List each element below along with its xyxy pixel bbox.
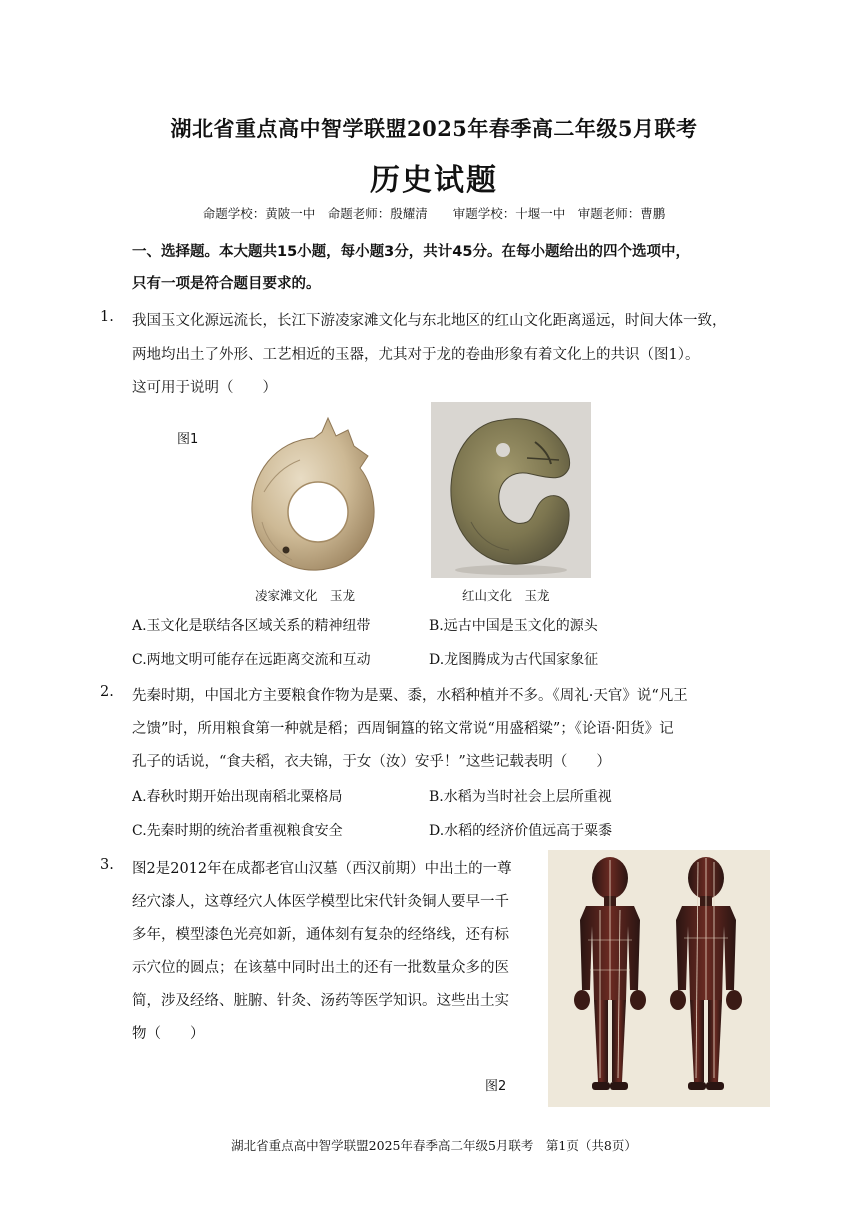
q3-line-5: 简，涉及经络、脏腑、针灸、汤药等医学知识。这些出土实 <box>132 993 509 1009</box>
q1-line-3: 这可用于说明（ ） <box>132 380 277 396</box>
q2-option-b: B.水稻为当时社会上层所重视 <box>429 789 612 805</box>
q1-line-1: 我国玉文化源远流长，长江下游凌家滩文化与东北地区的红山文化距离遥远，时间大体一致， <box>132 313 727 329</box>
exam-title: 湖北省重点高中智学联盟2025年春季高二年级5月联考 <box>170 116 698 141</box>
section-heading-line2: 只有一项是符合题目要求的。 <box>132 276 321 292</box>
q2-line-3: 孔子的话说，“食夫稻，衣夫锦，于女（汝）安乎！”这些记载表明（ ） <box>132 754 611 770</box>
page-footer: 湖北省重点高中智学联盟2025年春季高二年级5月联考 第1页（共8页） <box>231 1138 637 1153</box>
q3-number: 3. <box>100 857 114 873</box>
q1-option-b: B.远古中国是玉文化的源头 <box>429 618 598 634</box>
hongshan-jade-dragon-image <box>431 402 591 578</box>
q2-line-1: 先秦时期，中国北方主要粮食作物为是粟、黍，水稻种植并不多。《周礼·天官》说“凡王 <box>132 688 688 704</box>
q2-option-c: C.先秦时期的统治者重视粮食安全 <box>132 823 343 839</box>
q1-option-a: A.玉文化是联结各区域关系的精神纽带 <box>132 618 371 634</box>
q3-line-1: 图2是2012年在成都老官山汉墓（西汉前期）中出土的一尊 <box>132 861 512 877</box>
q2-line-2: 之馈”时，所用粮食第一种就是稻；西周铜簋的铭文常说“用盛稻粱”；《论语·阳货》记 <box>132 721 674 737</box>
q3-line-3: 多年，模型漆色光亮如新，通体刻有复杂的经络线，还有标 <box>132 927 509 943</box>
figure-1-caption-left: 凌家滩文化 玉龙 <box>255 588 356 603</box>
q3-line-6: 物（ ） <box>132 1026 205 1042</box>
subject-title: 历史试题 <box>370 163 498 198</box>
q1-option-c: C.两地文明可能存在远距离交流和互动 <box>132 652 371 668</box>
figure-2-label: 图2 <box>485 1079 507 1094</box>
lingjiatan-jade-dragon-image <box>242 412 384 578</box>
figure-1-label: 图1 <box>177 432 199 447</box>
q2-option-d: D.水稻的经济价值远高于粟黍 <box>429 823 613 839</box>
q2-number: 2. <box>100 684 114 700</box>
lacquer-meridian-figure-image <box>548 850 770 1107</box>
q2-option-a: A.春秋时期开始出现南稻北粟格局 <box>132 789 343 805</box>
section-heading-line1: 一、选择题。本大题共15小题，每小题3分，共计45分。在每小题给出的四个选项中， <box>132 244 690 260</box>
exam-credits: 命题学校：黄陂一中 命题老师：殷耀清 审题学校：十堰一中 审题老师：曹鹏 <box>202 206 666 221</box>
q1-option-d: D.龙图腾成为古代国家象征 <box>429 652 599 668</box>
q3-line-2: 经穴漆人，这尊经穴人体医学模型比宋代针灸铜人要早一千 <box>132 894 509 910</box>
q1-number: 1. <box>100 309 114 325</box>
q3-line-4: 示穴位的圆点；在该墓中同时出土的还有一批数量众多的医 <box>132 960 509 976</box>
figure-1-caption-right: 红山文化 玉龙 <box>462 588 550 603</box>
q1-line-2: 两地均出土了外形、工艺相近的玉器，尤其对于龙的卷曲形象有着文化上的共识（图1）。 <box>132 347 700 363</box>
